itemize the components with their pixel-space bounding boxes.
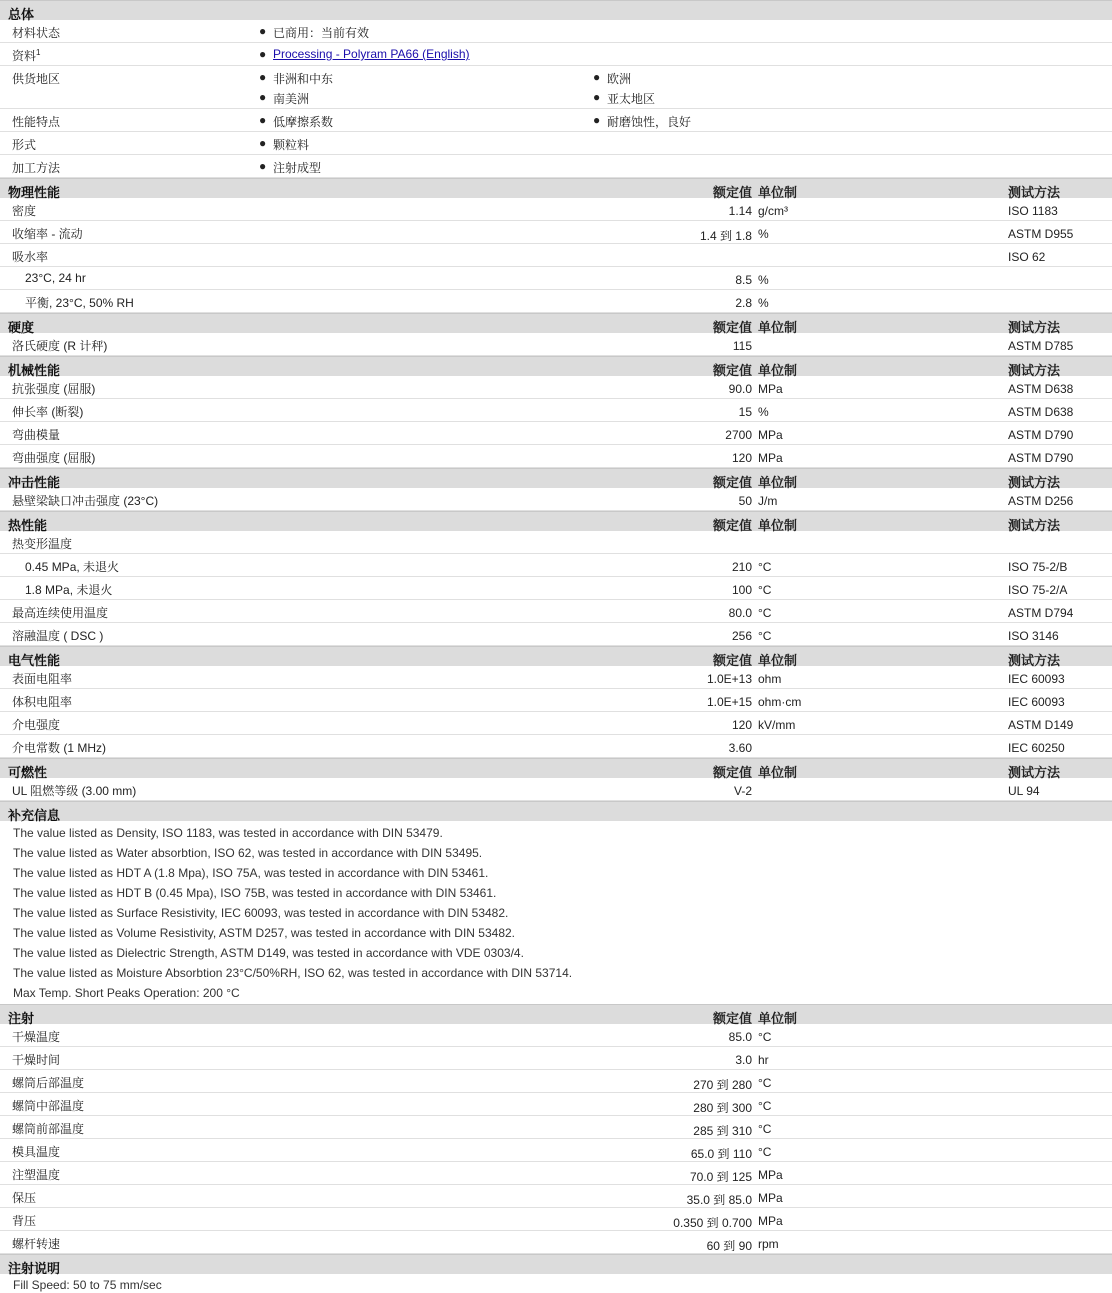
method-column-header: 测试方法 xyxy=(1008,320,1061,335)
property-label: 螺筒中部温度 xyxy=(12,1099,85,1113)
property-unit: °C xyxy=(758,1122,772,1136)
property-label: 背压 xyxy=(12,1214,37,1228)
property-label: 供货地区 xyxy=(12,72,61,86)
injection-row xyxy=(0,1208,1112,1231)
property-value: 280 到 300 xyxy=(693,1101,752,1115)
thermal-row xyxy=(0,600,1112,623)
property-label: 抗张强度 (屈服) xyxy=(12,382,96,396)
electrical-row xyxy=(0,666,1112,689)
property-value: 70.0 到 125 xyxy=(689,1170,752,1184)
bullet-icon: ● xyxy=(259,70,267,84)
impact-row xyxy=(0,488,1112,511)
property-unit: MPa xyxy=(758,1214,783,1228)
supplementary-note: Max Temp. Short Peaks Operation: 200 °C xyxy=(13,986,240,1000)
value-column-header: 额定值 xyxy=(712,518,752,533)
supplementary-title: 补充信息 xyxy=(8,808,61,823)
test-method: ISO 1183 xyxy=(1008,204,1058,218)
supplementary-note: The value listed as Dielectric Strength, ASTM D149, was tested in accordance with VDE 0303/4. xyxy=(13,946,524,960)
impact-title: 冲击性能 xyxy=(8,475,61,490)
unit-column-header: 单位制 xyxy=(758,518,798,533)
property-unit: °C xyxy=(758,606,772,620)
electrical-row xyxy=(0,735,1112,758)
test-method: ASTM D638 xyxy=(1008,382,1074,396)
unit-column-header: 单位制 xyxy=(758,653,798,668)
property-label: 0.45 MPa, 未退火 xyxy=(25,560,120,574)
test-method: ASTM D638 xyxy=(1008,405,1074,419)
property-label: 加工方法 xyxy=(12,161,61,175)
property-value: 2.8 xyxy=(735,296,752,310)
property-label: 介电强度 xyxy=(12,718,61,732)
mechanical-row xyxy=(0,445,1112,468)
injection-row xyxy=(0,1185,1112,1208)
property-unit: ohm xyxy=(758,672,782,686)
hardness-row xyxy=(0,333,1112,356)
injection_notes-section-header xyxy=(0,1254,1112,1274)
test-method: IEC 60093 xyxy=(1008,672,1065,686)
bullet-icon: ● xyxy=(593,90,601,104)
bullet-icon: ● xyxy=(259,47,267,61)
property-unit: °C xyxy=(758,583,772,597)
property-label: 收缩率 - 流动 xyxy=(12,227,83,241)
property-unit: MPa xyxy=(758,382,783,396)
supplementary-section-header xyxy=(0,801,1112,821)
test-method: ISO 3146 xyxy=(1008,629,1059,643)
electrical-title: 电气性能 xyxy=(8,653,61,668)
bullet-icon: ● xyxy=(593,70,601,84)
electrical-row xyxy=(0,712,1112,735)
injection-section-header xyxy=(0,1004,1112,1024)
property-label: 模具温度 xyxy=(12,1145,61,1159)
property-label: 吸水率 xyxy=(12,250,49,264)
property-value: 60 到 90 xyxy=(706,1239,752,1253)
property-label: 密度 xyxy=(12,204,37,218)
supplementary-note: The value listed as Surface Resistivity, IEC 60093, was tested in accordance with DIN 53482. xyxy=(13,906,509,920)
injection-row xyxy=(0,1047,1112,1070)
property-unit: % xyxy=(758,405,769,419)
property-unit: hr xyxy=(758,1053,769,1067)
injection-row xyxy=(0,1162,1112,1185)
property-unit: °C xyxy=(758,1030,772,1044)
test-method: ASTM D149 xyxy=(1008,718,1074,732)
general-row xyxy=(0,66,1112,109)
physical-row xyxy=(0,267,1112,290)
hardness-section-header xyxy=(0,313,1112,333)
property-label: 性能特点 xyxy=(12,115,61,129)
property-value: 35.0 到 85.0 xyxy=(686,1193,752,1207)
property-value: 120 xyxy=(731,451,752,465)
unit-column-header: 单位制 xyxy=(758,1011,798,1026)
injection-row xyxy=(0,1093,1112,1116)
injection_notes-title: 注射说明 xyxy=(8,1261,61,1276)
test-method: ASTM D794 xyxy=(1008,606,1074,620)
property-unit: J/m xyxy=(758,494,778,508)
property-label: 保压 xyxy=(12,1191,37,1205)
test-method: ASTM D790 xyxy=(1008,428,1074,442)
flammability-title: 可燃性 xyxy=(8,765,48,780)
injection-row xyxy=(0,1139,1112,1162)
test-method: ASTM D256 xyxy=(1008,494,1074,508)
property-label: 材料状态 xyxy=(12,26,61,40)
method-column-header: 测试方法 xyxy=(1008,653,1061,668)
bullet-icon: ● xyxy=(259,159,267,173)
property-value: 15 xyxy=(738,405,752,419)
property-label: 23°C, 24 hr xyxy=(25,271,86,285)
bullet-icon: ● xyxy=(259,24,267,38)
value-column-header: 额定值 xyxy=(712,475,752,490)
property-label: 干燥时间 xyxy=(12,1053,61,1067)
property-value: 3.0 xyxy=(735,1053,752,1067)
property-value: 100 xyxy=(731,583,752,597)
property-unit: g/cm³ xyxy=(758,204,788,218)
property-value: 85.0 xyxy=(728,1030,752,1044)
property-label: 弯曲模量 xyxy=(12,428,61,442)
unit-column-header: 单位制 xyxy=(758,765,798,780)
property-value: 3.60 xyxy=(728,741,752,755)
property-label: 形式 xyxy=(12,138,37,152)
property-value: 270 到 280 xyxy=(693,1078,752,1092)
general-section-header xyxy=(0,0,1112,20)
injection-title: 注射 xyxy=(8,1011,35,1026)
property-label: 表面电阻率 xyxy=(12,672,73,686)
supplementary-note: The value listed as Water absorbtion, ISO 62, was tested in accordance with DIN 53495. xyxy=(13,846,483,860)
physical-title: 物理性能 xyxy=(8,185,61,200)
property-label: 悬壁梁缺口冲击强度 (23°C) xyxy=(12,494,159,508)
property-value: 2700 xyxy=(725,428,752,442)
test-method: ISO 75-2/B xyxy=(1008,560,1068,574)
property-unit: kV/mm xyxy=(758,718,796,732)
property-value: 210 xyxy=(731,560,752,574)
mechanical-row xyxy=(0,376,1112,399)
physical-row xyxy=(0,290,1112,313)
value-column-header: 额定值 xyxy=(712,653,752,668)
test-method: ISO 75-2/A xyxy=(1008,583,1068,597)
property-label: 螺筒后部温度 xyxy=(12,1076,85,1090)
mechanical-title: 机械性能 xyxy=(8,363,61,378)
property-value: 120 xyxy=(731,718,752,732)
property-unit: MPa xyxy=(758,1168,783,1182)
unit-column-header: 单位制 xyxy=(758,363,798,378)
bullet-icon: ● xyxy=(259,90,267,104)
property-label: 弯曲强度 (屈服) xyxy=(12,451,96,465)
property-unit: % xyxy=(758,296,769,310)
list-item: 颗粒料 ● xyxy=(259,136,310,152)
value-column-header: 额定值 xyxy=(712,320,752,335)
value-column-header: 额定值 xyxy=(712,1011,752,1026)
document-link[interactable]: Processing - Polyram PA66 (English) xyxy=(273,47,470,61)
footnote-marker: 1 xyxy=(36,48,41,57)
bullet-icon: ● xyxy=(259,113,267,127)
injection-row xyxy=(0,1231,1112,1254)
property-unit: MPa xyxy=(758,1191,783,1205)
list-item: 耐磨蚀性，良好 ● xyxy=(593,113,692,129)
thermal-row xyxy=(0,623,1112,646)
electrical-section-header xyxy=(0,646,1112,666)
injection-row xyxy=(0,1024,1112,1047)
value-column-header: 额定值 xyxy=(712,363,752,378)
mechanical-row xyxy=(0,422,1112,445)
physical-section-header xyxy=(0,178,1112,198)
flammability-section-header xyxy=(0,758,1112,778)
property-label: 注塑温度 xyxy=(12,1168,61,1182)
property-label: 伸长率 (断裂) xyxy=(12,405,84,419)
injection-note: Fill Speed: 50 to 75 mm/sec xyxy=(13,1278,162,1292)
thermal-title: 热性能 xyxy=(8,518,48,533)
property-label: 平衡, 23°C, 50% RH xyxy=(25,296,134,310)
property-label: 螺杆转速 xyxy=(12,1237,61,1251)
general-row xyxy=(0,20,1112,43)
general-row xyxy=(0,155,1112,178)
test-method: IEC 60093 xyxy=(1008,695,1065,709)
test-method: ASTM D785 xyxy=(1008,339,1074,353)
supplementary-note: The value listed as Moisture Absorbtion 23°C/50%RH, ISO 62, was tested in accordance with DIN 53714. xyxy=(13,966,573,980)
physical-row xyxy=(0,198,1112,221)
property-label: 体积电阻率 xyxy=(12,695,73,709)
method-column-header: 测试方法 xyxy=(1008,185,1061,200)
property-label: 最高连续使用温度 xyxy=(12,606,109,620)
thermal-row xyxy=(0,554,1112,577)
hardness-title: 硬度 xyxy=(8,320,35,335)
property-unit: °C xyxy=(758,1099,772,1113)
property-label: 热变形温度 xyxy=(12,537,73,551)
property-label: 溶融温度 ( DSC ) xyxy=(12,629,104,643)
property-value: 90.0 xyxy=(728,382,752,396)
method-column-header: 测试方法 xyxy=(1008,363,1061,378)
method-column-header: 测试方法 xyxy=(1008,518,1061,533)
general-row xyxy=(0,43,1112,66)
property-value: 1.14 xyxy=(728,204,752,218)
test-method: ISO 62 xyxy=(1008,250,1046,264)
property-unit: °C xyxy=(758,629,772,643)
property-value: V-2 xyxy=(733,784,752,798)
unit-column-header: 单位制 xyxy=(758,185,798,200)
bullet-icon: ● xyxy=(259,136,267,150)
method-column-header: 测试方法 xyxy=(1008,765,1061,780)
injection-row xyxy=(0,1070,1112,1093)
property-unit: °C xyxy=(758,1076,772,1090)
list-item: 已商用：当前有效 ● xyxy=(259,24,370,40)
thermal-section-header xyxy=(0,511,1112,531)
unit-column-header: 单位制 xyxy=(758,475,798,490)
property-label: 洛氏硬度 (R 计秤) xyxy=(12,339,108,353)
list-item: 非洲和中东 ● xyxy=(259,70,334,86)
property-label: 资料$^1$ xyxy=(12,48,41,63)
flammability-row xyxy=(0,778,1112,801)
test-method: UL 94 xyxy=(1008,784,1040,798)
bullet-icon: ● xyxy=(593,113,601,127)
list-item: 南美洲 ● xyxy=(259,90,310,106)
property-unit: % xyxy=(758,227,769,241)
list-item: 欧洲 ● xyxy=(593,70,632,86)
property-value: 0.350 到 0.700 xyxy=(673,1216,752,1230)
general-row xyxy=(0,132,1112,155)
supplementary-note: The value listed as Volume Resistivity, ASTM D257, was tested in accordance with DIN 53482. xyxy=(13,926,516,940)
property-value: 285 到 310 xyxy=(693,1124,752,1138)
property-unit: ohm·cm xyxy=(758,695,802,709)
unit-column-header: 单位制 xyxy=(758,320,798,335)
supplementary-note: The value listed as HDT A (1.8 Mpa), ISO 75A, was tested in accordance with DIN 53461. xyxy=(13,866,489,880)
list-item: 低摩擦系数 ● xyxy=(259,113,334,129)
property-unit: % xyxy=(758,273,769,287)
property-label: 螺筒前部温度 xyxy=(12,1122,85,1136)
list-item: 注射成型 ● xyxy=(259,159,322,175)
test-method: ASTM D955 xyxy=(1008,227,1074,241)
supplementary-note: The value listed as HDT B (0.45 Mpa), ISO 75B, was tested in accordance with DIN 53461. xyxy=(13,886,497,900)
physical-row xyxy=(0,221,1112,244)
property-label: 介电常数 (1 MHz) xyxy=(12,741,106,755)
property-value: 256 xyxy=(731,629,752,643)
value-column-header: 额定值 xyxy=(712,185,752,200)
property-value: 65.0 到 110 xyxy=(690,1147,752,1161)
supplementary-note: The value listed as Density, ISO 1183, was tested in accordance with DIN 53479. xyxy=(13,826,443,840)
general-title: 总体 xyxy=(8,7,35,22)
property-label: 1.8 MPa, 未退火 xyxy=(25,583,113,597)
thermal-row xyxy=(0,577,1112,600)
property-value: 1.4 到 1.8 xyxy=(699,229,752,243)
property-value: 1.0E+13 xyxy=(706,672,752,686)
general-row xyxy=(0,109,1112,132)
property-label: 干燥温度 xyxy=(12,1030,61,1044)
mechanical-section-header xyxy=(0,356,1112,376)
property-value: 1.0E+15 xyxy=(706,695,752,709)
electrical-row xyxy=(0,689,1112,712)
test-method: IEC 60250 xyxy=(1008,741,1065,755)
property-value: 115 xyxy=(732,339,752,353)
mechanical-row xyxy=(0,399,1112,422)
test-method: ASTM D790 xyxy=(1008,451,1074,465)
list-item: 亚太地区 ● xyxy=(593,90,656,106)
injection-row xyxy=(0,1116,1112,1139)
value-column-header: 额定值 xyxy=(712,765,752,780)
property-unit: MPa xyxy=(758,428,783,442)
thermal-row xyxy=(0,531,1112,554)
property-unit: MPa xyxy=(758,451,783,465)
property-value: 50 xyxy=(738,494,752,508)
property-value: 80.0 xyxy=(728,606,752,620)
property-value: 8.5 xyxy=(735,273,752,287)
physical-row xyxy=(0,244,1112,267)
property-label: UL 阻燃等级 (3.00 mm) xyxy=(12,784,137,798)
property-unit: °C xyxy=(758,1145,772,1159)
list-item xyxy=(259,47,470,61)
method-column-header: 测试方法 xyxy=(1008,475,1061,490)
impact-section-header xyxy=(0,468,1112,488)
property-unit: °C xyxy=(758,560,772,574)
property-unit: rpm xyxy=(758,1237,779,1251)
